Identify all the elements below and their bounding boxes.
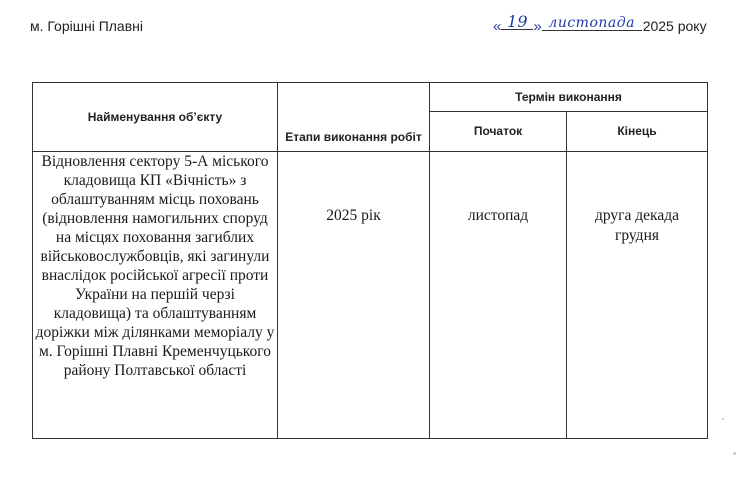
work-schedule-table	[32, 82, 708, 439]
scan-speck	[722, 418, 724, 420]
document-date	[493, 12, 707, 35]
cell-object-name: Відновлення сектору 5-А міського кладовища КП «Вічність» з облаштуванням місць поховань (відновлення намогильних споруд на місцях поховання загиблих військовослужбовців, які загинули внаслідок російської агресії проти України на першій черзі кладовища) та облаштуванням доріжки між ділянками меморіалу у м. Горішні Плавні Кременчуцького району Полтавської області	[33, 152, 278, 439]
header-execution-term: Термін виконання	[430, 83, 708, 112]
header-start: Початок	[430, 112, 567, 152]
scan-speck	[733, 452, 736, 455]
table-header-row	[33, 83, 708, 112]
cell-start: листопад	[430, 152, 567, 439]
table-row	[33, 152, 708, 439]
cell-end-line-1: друга декада	[595, 207, 680, 224]
header-object-name: Найменування об’єкту	[33, 83, 278, 152]
date-day-handwritten: 19	[501, 15, 533, 30]
cell-work-stages: 2025 рік	[278, 152, 430, 439]
date-month-handwritten: листопада	[542, 16, 642, 31]
date-year: 2025 року	[642, 18, 707, 34]
date-quote-open: «	[493, 18, 502, 35]
cell-end	[567, 152, 708, 439]
place-name: м. Горішні Плавні	[30, 18, 143, 34]
header-work-stages: Етапи виконання робіт	[278, 83, 430, 152]
date-quote-close: »	[533, 18, 542, 35]
header-end: Кінець	[567, 112, 708, 152]
cell-end-line-2: грудня	[615, 227, 659, 244]
